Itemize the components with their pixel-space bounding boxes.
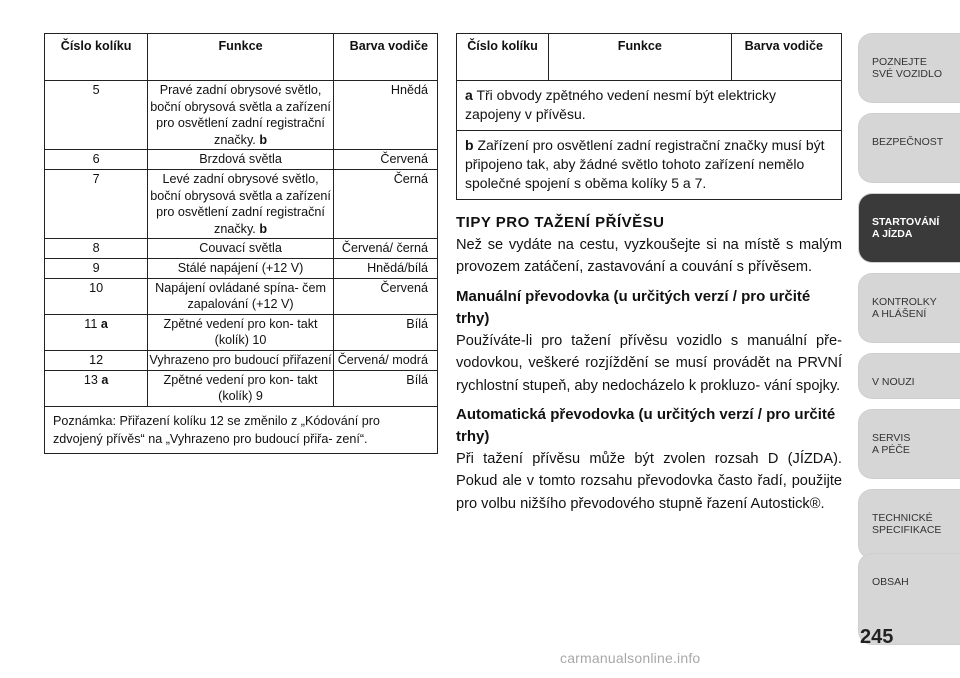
wire-color: Hnědá <box>333 81 437 150</box>
towing-tips-section <box>456 212 842 522</box>
header-pin <box>45 34 148 81</box>
pin-function: Stálé napájení (+12 V) <box>148 258 334 278</box>
header-function-label: Funkce <box>218 39 263 53</box>
header-pin <box>457 34 549 81</box>
tab-label-line1: BEZPEČNOST <box>872 136 944 148</box>
tab-chapter[interactable] <box>858 193 960 263</box>
table-row <box>45 258 438 278</box>
pin-number: 9 <box>45 258 148 278</box>
tab-chapter[interactable] <box>858 273 960 343</box>
tab-label-line1: OBSAH <box>872 576 909 588</box>
pin-table-note: Poznámka: Přiřazení kolíku 12 se změnilo z „Kódování pro zdvojený přívěs“ na „Vyhrazeno pro budoucí přiřa- zení“. <box>45 406 438 453</box>
footnote-mark: a <box>465 87 473 103</box>
watermark: carmanualsonline.info <box>560 650 701 666</box>
footnote-b <box>457 131 842 200</box>
header-wire-color-label: Barva vodiče <box>349 39 428 53</box>
table-row <box>45 239 438 259</box>
tab-label-line1: KONTROLKY <box>872 296 937 308</box>
page-number: 245 <box>860 626 894 648</box>
intro-paragraph: Než se vydáte na cestu, vyzkoušejte si na místě s malým provozem zatáčení, zastavování a couvání s přívěsem. <box>456 237 842 276</box>
pin-function: Pravé zadní obrysové světlo, boční obrysová světla a zařízení pro osvětlení zadní registrační značky. b <box>148 81 334 150</box>
pin-number: 5 <box>45 81 148 150</box>
wire-color: Červená <box>333 278 437 314</box>
tab-chapter[interactable] <box>858 113 960 183</box>
tab-chapter[interactable] <box>858 353 960 399</box>
footnote-row <box>457 81 842 131</box>
tab-label-line2: A HLÁŠENÍ <box>872 308 927 320</box>
pin-number: 6 <box>45 150 148 170</box>
pin-number: 12 <box>45 350 148 370</box>
pin-function: Napájení ovládané spína- čem zapalování (+12 V) <box>148 278 334 314</box>
pin-function: Vyhrazeno pro budoucí přiřazení <box>148 350 334 370</box>
tab-label-line1: STARTOVÁNÍ <box>872 216 940 228</box>
pin-function: Levé zadní obrysové světlo, boční obrysová světla a zařízení pro osvětlení zadní registrační značky. b <box>148 169 334 238</box>
table-row <box>45 278 438 314</box>
pin-table-body <box>45 81 438 407</box>
manual-transmission-text: Používáte-li pro tažení přívěsu vozidlo s manuální pře- vodovkou, veškeré rozjíždění se musí provádět na PRVNÍ rychlostní stupeň, aby nedocházelo k prokluzo- vání spojky. <box>456 332 842 394</box>
manual-transmission-heading: Manuální převodovka (u určitých verzí / pro určité trhy) <box>456 287 811 327</box>
footnote-a <box>457 81 842 131</box>
tab-label-line1: TECHNICKÉ <box>872 512 933 524</box>
header-function <box>148 34 334 81</box>
tab-label-line1: V NOUZI <box>872 376 915 388</box>
table-row <box>45 150 438 170</box>
pin-function: Brzdová světla <box>148 150 334 170</box>
table-row <box>45 314 438 350</box>
wire-color: Červená/ modrá <box>333 350 437 370</box>
automatic-transmission-heading: Automatická převodovka (u určitých verzí / pro určité trhy) <box>456 406 836 446</box>
tab-label-line1: POZNEJTE <box>872 56 927 68</box>
wire-color: Černá <box>333 169 437 238</box>
wire-color: Červená/ černá <box>333 239 437 259</box>
wire-color: Hnědá/bílá <box>333 258 437 278</box>
pin-function: Couvací světla <box>148 239 334 259</box>
header-pin-label: Číslo kolíku <box>60 39 132 53</box>
pin-function: Zpětné vedení pro kon- takt (kolík) 9 <box>148 370 334 406</box>
footnote-text: Tři obvody zpětného vedení nesmí být elektricky zapojeny v přívěsu. <box>465 87 777 122</box>
tab-chapter[interactable] <box>858 33 960 103</box>
pin-number: 13 a <box>45 370 148 406</box>
pin-number: 10 <box>45 278 148 314</box>
footnote-mark: b <box>259 221 268 236</box>
wire-color: Červená <box>333 150 437 170</box>
pin-table-note-row <box>45 406 438 453</box>
table-row <box>45 370 438 406</box>
header-wire-color <box>333 34 437 81</box>
wire-color: Bílá <box>333 314 437 350</box>
pin-number: 8 <box>45 239 148 259</box>
tab-chapter[interactable] <box>858 489 960 559</box>
footnote-mark: b <box>465 137 474 153</box>
automatic-transmission-text: Při tažení přívěsu může být zvolen rozsah D (JÍZDA). Pokud ale v tomto rozsahu převodovka často řadí, použijte pro volbu nižšího převodového stupně řazení Autostick®. <box>456 451 842 512</box>
footnote-row <box>457 131 842 200</box>
table-row <box>45 350 438 370</box>
footnote-mark: a <box>100 316 108 331</box>
footnote-table-header <box>457 34 842 81</box>
footnote-text: Zařízení pro osvětlení zadní registrační značky musí být připojeno tak, aby žádné světlo tohoto zařízení nemělo společné spojení s oběma kolíky 5 a 7. <box>465 137 825 191</box>
pin-number: 7 <box>45 169 148 238</box>
tab-label-line2: A JÍZDA <box>872 228 913 240</box>
tab-label-line2: SVÉ VOZIDLO <box>872 68 943 80</box>
pin-table-header <box>45 34 438 81</box>
header-pin-label: Číslo kolíku <box>467 39 538 53</box>
footnote-table <box>456 33 842 200</box>
header-wire-color-label: Barva vodiče <box>744 39 823 53</box>
tab-label-line2: A PÉČE <box>872 444 910 456</box>
tab-chapter[interactable] <box>858 409 960 479</box>
pin-number: 11 a <box>45 314 148 350</box>
table-row <box>45 169 438 238</box>
section-heading: TIPY PRO TAŽENÍ PŘÍVĚSU <box>456 214 665 231</box>
header-function-label: Funkce <box>617 39 662 53</box>
pin-function: Zpětné vedení pro kon- takt (kolík) 10 <box>148 314 334 350</box>
tab-label-line2: SPECIFIKACE <box>872 524 942 536</box>
table-row <box>45 81 438 150</box>
wire-color: Bílá <box>333 370 437 406</box>
header-function <box>549 34 732 81</box>
footnote-mark: a <box>101 372 109 387</box>
pin-table <box>44 33 438 454</box>
footnote-mark: b <box>259 132 268 147</box>
tab-label-line1: SERVIS <box>872 432 911 444</box>
header-wire-color <box>731 34 841 81</box>
